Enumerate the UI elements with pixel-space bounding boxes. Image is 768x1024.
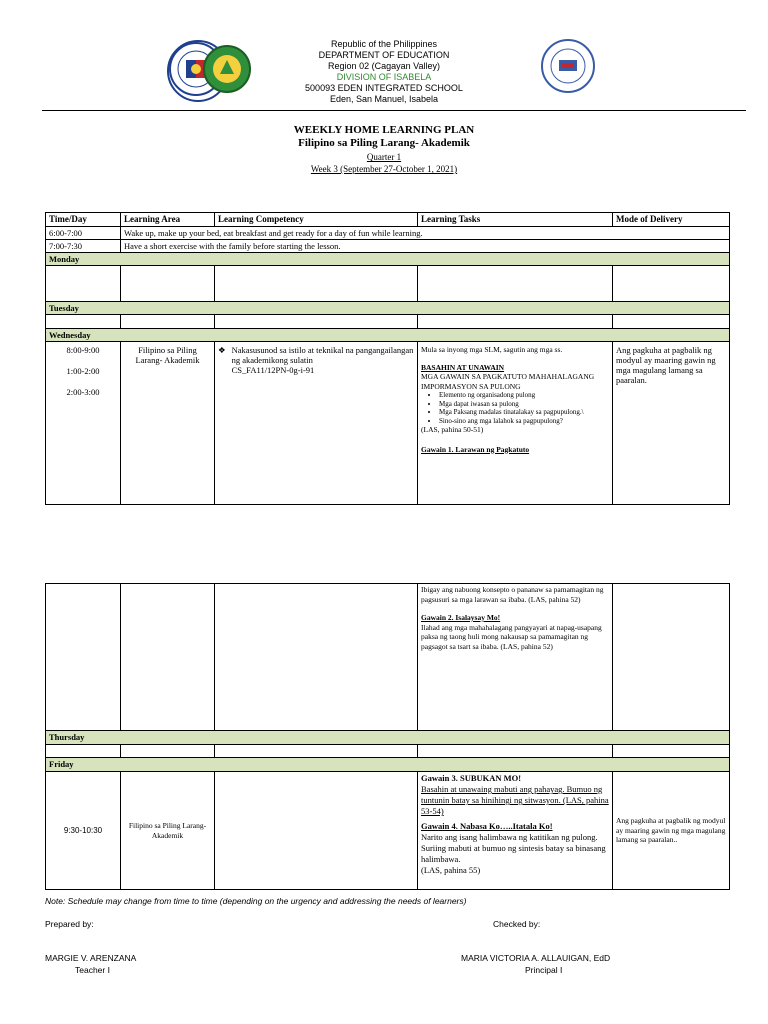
- row-activity: Have a short exercise with the family before starting the lesson.: [121, 240, 730, 253]
- preparer-name: MARGIE V. ARENZANA: [45, 953, 137, 963]
- list-item: • Mga Paksang madalas tinatalakay sa pagpupulong.\: [439, 408, 609, 417]
- header-learning-area: Learning Area: [121, 213, 215, 227]
- task-bullet-list: [421, 391, 609, 425]
- table-row-wednesday: [46, 342, 730, 505]
- page-subject: Filipino sa Piling Larang- Akademik: [298, 137, 470, 149]
- continued-tasks: Ibigay ang nabuong konsepto o pananaw sa pamamagitan ng pagsusuri sa mga larawan sa ibaba. (LAS, pahina 52) Gawain 2. Isalaysay Mo! Ilahad ang mga mahahalagang pangyayari at napag-usapang paksa ng taong huli mong nakausap sa pamamagitan ng pagsagot sa tsart sa ibaba. (LAS, pahina 52): [418, 584, 613, 731]
- table-header-row: [46, 213, 730, 227]
- wednesday-delivery: Ang pagkuha at pagbalik ng modyul ay maaring gawin ng mga magulang lamang sa paaralan.: [613, 342, 730, 505]
- schedule-note: Note: Schedule may change from time to time (depending on the urgency and addressing the needs of learners): [45, 896, 467, 906]
- preparer-title: Teacher I: [75, 965, 110, 975]
- prepared-by-label: Prepared by:: [45, 919, 94, 929]
- page-title: WEEKLY HOME LEARNING PLAN: [293, 124, 475, 136]
- checked-by-label: Checked by:: [493, 919, 541, 929]
- list-item: • Sino-sino ang mga lalahok sa pagpupulong?: [439, 417, 609, 426]
- day-row-monday: [46, 253, 730, 266]
- row-activity: Wake up, make up your bed, eat breakfast and get ready for a day of fun while learning.: [121, 227, 730, 240]
- header-address: Eden, San Manuel, Isabela: [329, 94, 439, 104]
- header-department: DEPARTMENT OF EDUCATION: [318, 50, 450, 60]
- week-label: Week 3 (September 27-October 1, 2021): [310, 164, 458, 174]
- header-divider: [42, 110, 746, 111]
- day-row-friday: [46, 758, 730, 772]
- diamond-bullet-icon: ❖: [218, 345, 226, 355]
- header-time-day: Time/Day: [46, 213, 121, 227]
- header-republic: Republic of the Philippines: [330, 39, 438, 49]
- table-row: [46, 315, 730, 329]
- quarter-label: Quarter 1: [366, 152, 402, 162]
- table-row: [46, 240, 730, 253]
- table-row: [46, 227, 730, 240]
- learning-plan-table-continued: [45, 583, 730, 890]
- list-item: • Elemento ng organisadong pulong: [439, 391, 609, 400]
- header-mode-of-delivery: Mode of Delivery: [613, 213, 730, 227]
- header-division: DIVISION OF ISABELA: [336, 72, 432, 82]
- checker-title: Principal I: [525, 965, 563, 975]
- day-label: Friday: [46, 758, 730, 772]
- friday-tasks: Gawain 3. SUBUKAN MO! Basahin at unawaing mabuti ang pahayag. Bumuo ng tuntunin batay sa hinihingi ng sitwasyon. (LAS, pahina 53-54) Gawain 4. Nabasa Ko…..Itatala Ko! Narito ang isang halimbawa ng katitikan ng pulong. Suriing mabuti at bumuo ng sintesis batay sa binasang halimbawa. (LAS, pahina 55): [418, 772, 613, 890]
- header-school: 500093 EDEN INTEGRATED SCHOOL: [305, 83, 463, 93]
- header-learning-tasks: Learning Tasks: [418, 213, 613, 227]
- day-label: Tuesday: [46, 302, 730, 315]
- row-time: 6:00-7:00: [46, 227, 121, 240]
- header-region: Region 02 (Cagayan Valley): [328, 61, 440, 71]
- day-label: Thursday: [46, 731, 730, 745]
- table-row: [46, 266, 730, 302]
- row-time: 7:00-7:30: [46, 240, 121, 253]
- friday-area: Filipino sa Piling Larang- Akademik: [121, 772, 215, 890]
- header-learning-competency: Learning Competency: [215, 213, 418, 227]
- list-item: • Mga dapat iwasan sa pulong: [439, 400, 609, 409]
- day-row-wednesday: [46, 329, 730, 342]
- wednesday-tasks: Mula sa inyong mga SLM, sagutin ang mga ss. BASAHIN AT UNAWAIN MGA GAWAIN SA PAGKATUTO MAHAHALAGANG IMPORMASYON SA PULONG • Elemento ng organisadong pulong • Mga dapat iwasan sa pulong • Mga Paksang madalas tinatalakay sa pagpupulong.\ • Sino-sino ang mga lalahok sa pagpupulong? (LAS, pahina 50-51) Gawain 1. Larawan ng Pagkatuto: [418, 342, 613, 505]
- table-row-friday: [46, 772, 730, 890]
- table-row: [46, 745, 730, 758]
- table-row-continued: [46, 584, 730, 731]
- learning-plan-table: [45, 212, 730, 505]
- day-row-thursday: [46, 731, 730, 745]
- wednesday-area: Filipino sa Piling Larang- Akademik: [121, 342, 215, 505]
- day-label: Wednesday: [46, 329, 730, 342]
- day-label: Monday: [46, 253, 730, 266]
- friday-delivery: Ang pagkuha at pagbalik ng modyul ay maaring gawin ng mga magulang lamang sa paaralan..: [613, 772, 730, 890]
- wednesday-times: 8:00-9:00 1:00-2:00 2:00-3:00: [46, 342, 121, 505]
- wednesday-competency: ❖ Nakasusunod sa istilo at teknikal na pangangailangan ng akademikong sulatin CS_FA11/12PN-0g-i-91: [215, 342, 418, 505]
- checker-name: MARIA VICTORIA A. ALLAUIGAN, EdD: [461, 953, 611, 963]
- friday-time: 9:30-10:30: [46, 772, 121, 890]
- day-row-tuesday: [46, 302, 730, 315]
